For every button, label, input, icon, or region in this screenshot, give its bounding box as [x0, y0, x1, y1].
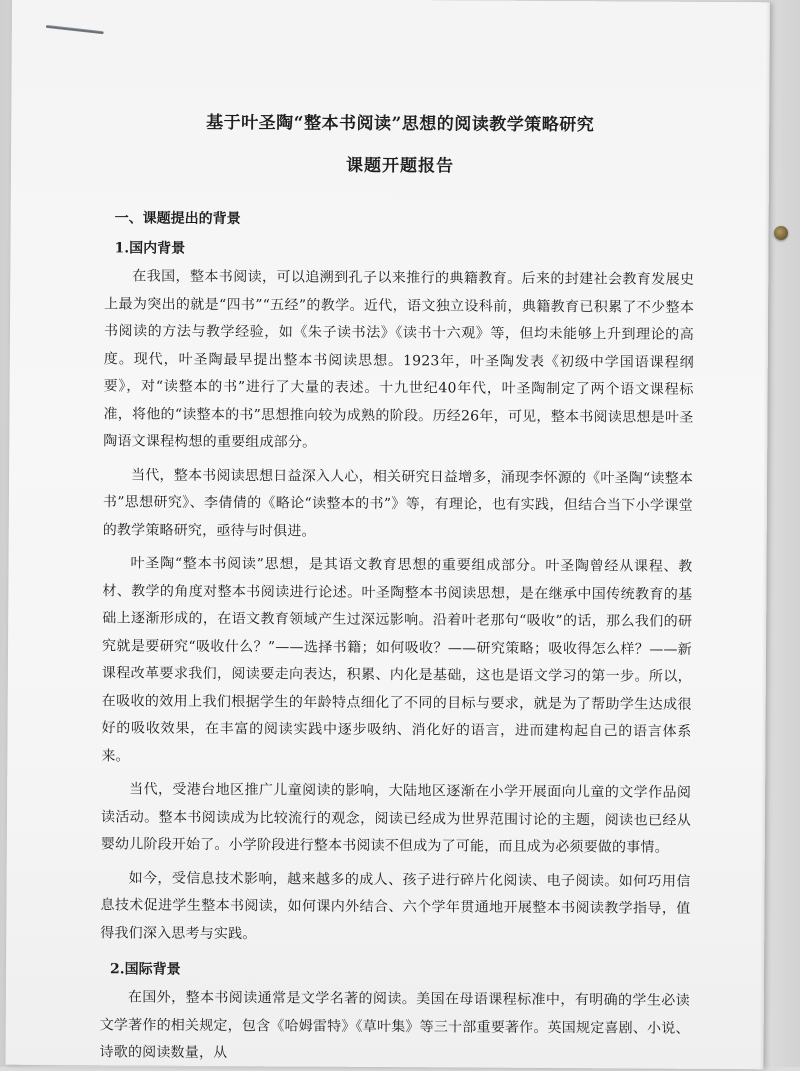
pushpin-icon — [774, 226, 788, 240]
paper-sheet — [5, 0, 770, 1069]
paragraph: 在国外，整本书阅读通常是文学名著的阅读。美国在母语课程标准中，有明确的学生必读文学著作的相关规定，包含《哈姆雷特》《草叶集》等三十部重要著作。英国规定喜剧、小说、诗歌的阅读数量，从 — [99, 989, 690, 1062]
document-body — [99, 110, 695, 1070]
paragraph: 叶圣陶“整本书阅读”思想，是其语文教育思想的重要组成部分。叶圣陶曾经从课程、教材、教学的角度对整本书阅读进行论述。叶圣陶整本书阅读思想，是在继承中国传统教育的基础上逐渐形成的，在语文教育领域产生过深远影响。沿着叶老那句“吸收”的话，那么我们的研究就是要研究“吸收什么？”——选择书籍；如何吸收？——研究策略；吸收得怎么样？——新课程改革要求我们，阅读要走向表达，积累、内化是基础，这也是语文学习的第一步。所以，在吸收的效用上我们根据学生的年龄特点细化了不同的目标与要求，就是为了帮助学生达成很好的吸收效果，在丰富的阅读实践中逐步吸纳、消化好的语言，进而建构起自己的语言体系来。 — [101, 555, 693, 764]
section-heading-background: 一、课题提出的背景 — [114, 210, 241, 228]
subsection-heading-domestic: 1.国内背景 — [114, 240, 186, 257]
paragraph: 如今，受信息技术影响，越来越多的成人、孩子进行碎片化阅读、电子阅读。如何巧用信息技术促进学生整本书阅读，如何课内外结合、六个学年贯通地开展整本书阅读教学指导，值得我们深入思考与实践。 — [100, 869, 691, 942]
document-subtitle: 课题开题报告 — [345, 155, 455, 177]
staple-icon — [46, 25, 104, 34]
paragraph: 在我国，整本书阅读，可以追溯到孔子以来推行的典籍教育。后来的封建社会教育发展史上最为突出的就是“四书”“五经”的教学。近代，语文独立设科前，典籍教育已积累了不少整本书阅读的方法与教学经验，如《朱子读书法》《读书十六观》等，但均未能够上升到理论的高度。现代，叶圣陶最早提出整本书阅读思想。1923年，叶圣陶发表《初级中学国语课程纲要》，对“读整本的书”进行了大量的表述。十九世纪40年代，叶圣陶制定了两个语文课程标准，将他的“读整本的书”思想推向较为成熟的阶段。历经26年，可见，整本书阅读思想是叶圣陶语文课程构想的重要组成部分。 — [103, 268, 695, 451]
subsection-heading-international: 2.国际背景 — [110, 961, 181, 978]
paragraph: 当代，受港台地区推广儿童阅读的影响，大陆地区逐渐在小学开展面向儿童的文学作品阅读活动。整本书阅读成为比较流行的观念，阅读已经成为世界范围讨论的主题，阅读也已经从婴幼儿阶段开始了。小学阶段进行整本书阅读不但成为了可能，而且成为必须要做的事情。 — [100, 781, 692, 856]
paragraph: 当代，整本书阅读思想日益深入人心，相关研究日益增多，涌现李怀源的《叶圣陶“读整本书”思想研究》、李倩倩的《略论“读整本的书”》等，有理论，也有实践，但结合当下小学课堂的教学策略研究，亟待与时俱进。 — [102, 466, 694, 540]
document-title: 基于叶圣陶“整本书阅读”思想的阅读教学策略研究 — [206, 112, 595, 136]
